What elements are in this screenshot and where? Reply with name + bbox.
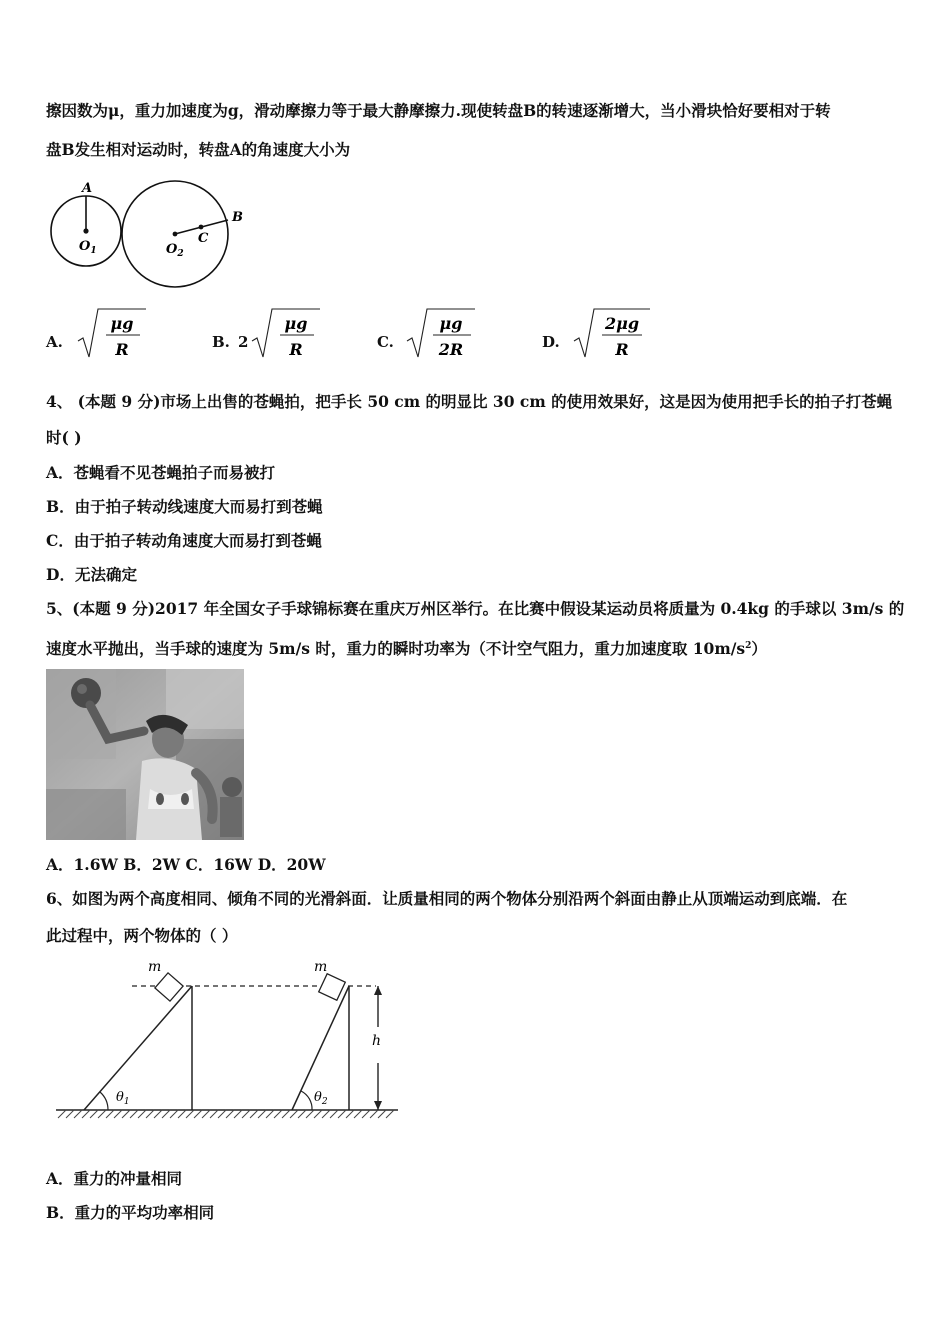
sqrt-expression — [248, 305, 338, 365]
handball-player-photo — [46, 669, 244, 840]
inclined-planes-figure — [46, 955, 406, 1125]
turntable-figure — [46, 175, 256, 295]
theta2-label: $\theta_2$ — [314, 1090, 328, 1107]
svg-text:R: R — [115, 340, 129, 359]
q4-option-a[interactable]: A．苍蝇看不见苍蝇拍子而易被打 — [46, 463, 276, 482]
mass-label-1: m — [148, 959, 162, 975]
svg-text:2R: 2R — [438, 340, 464, 359]
q4-option-d[interactable]: D．无法确定 — [46, 565, 137, 584]
sqrt-expression — [570, 305, 660, 365]
q3-line-1: 擦因数为μ，重力加速度为g，滑动摩擦力等于最大静摩擦力.现使转盘B的转速逐渐增大，当小滑块恰好要相对于转 — [46, 101, 831, 120]
q4-option-c[interactable]: C．由于拍子转动角速度大而易打到苍蝇 — [46, 531, 322, 550]
svg-text:μg: μg — [284, 314, 308, 333]
svg-text:μg: μg — [439, 314, 463, 333]
svg-text:O1: $O_1$ — [79, 239, 97, 256]
q5-line-1: 5、(本题 9 分)2017 年全国女子手球锦标赛在重庆万州区举行。在比赛中假设某运动员将质量为 0.4kg 的手球以 3m/s 的 — [46, 599, 905, 618]
height-label: h — [372, 1033, 382, 1049]
q5-line-2: 速度水平抛出，当手球的速度为 5m/s 时，重力的瞬时功率为（不计空气阻力，重力加速度取 $10m/s^2$） — [46, 639, 767, 659]
q6-option-a[interactable]: A．重力的冲量相同 — [46, 1169, 183, 1188]
q3-line-2: 盘B发生相对运动时，转盘A的角速度大小为 — [46, 140, 351, 159]
q4-option-b[interactable]: B．由于拍子转动线速度大而易打到苍蝇 — [46, 497, 323, 516]
label-c: C — [198, 231, 209, 246]
mass-label-2: m — [314, 959, 328, 975]
sqrt-expression — [403, 305, 493, 365]
label-a: A — [82, 181, 93, 196]
sqrt-expression — [74, 305, 164, 365]
q5-options[interactable]: A．1.6W B．2W C．16W D．20W — [46, 855, 326, 874]
q4-line-2: 时( ) — [46, 428, 82, 447]
svg-text:2μg: 2μg — [604, 314, 640, 333]
svg-text:R: R — [289, 340, 303, 359]
q4-line-1: 4、 (本题 9 分)市场上出售的苍蝇拍，把手长 50 cm 的明显比 30 cm 的使用效果好，这是因为使用把手长的拍子打苍蝇 — [46, 392, 893, 411]
q6-line-1: 6、如图为两个高度相同、倾角不同的光滑斜面．让质量相同的两个物体分别沿两个斜面由静止从顶端运动到底端．在 — [46, 889, 848, 908]
svg-text:μg: μg — [110, 314, 134, 333]
theta1-label: $\theta_1$ — [116, 1090, 130, 1107]
svg-text:O2: $O_2$ — [166, 242, 184, 259]
label-b: B — [232, 210, 243, 225]
svg-text:R: R — [615, 340, 629, 359]
q6-option-b[interactable]: B．重力的平均功率相同 — [46, 1203, 215, 1222]
q6-line-2: 此过程中，两个物体的（ ） — [46, 926, 238, 945]
